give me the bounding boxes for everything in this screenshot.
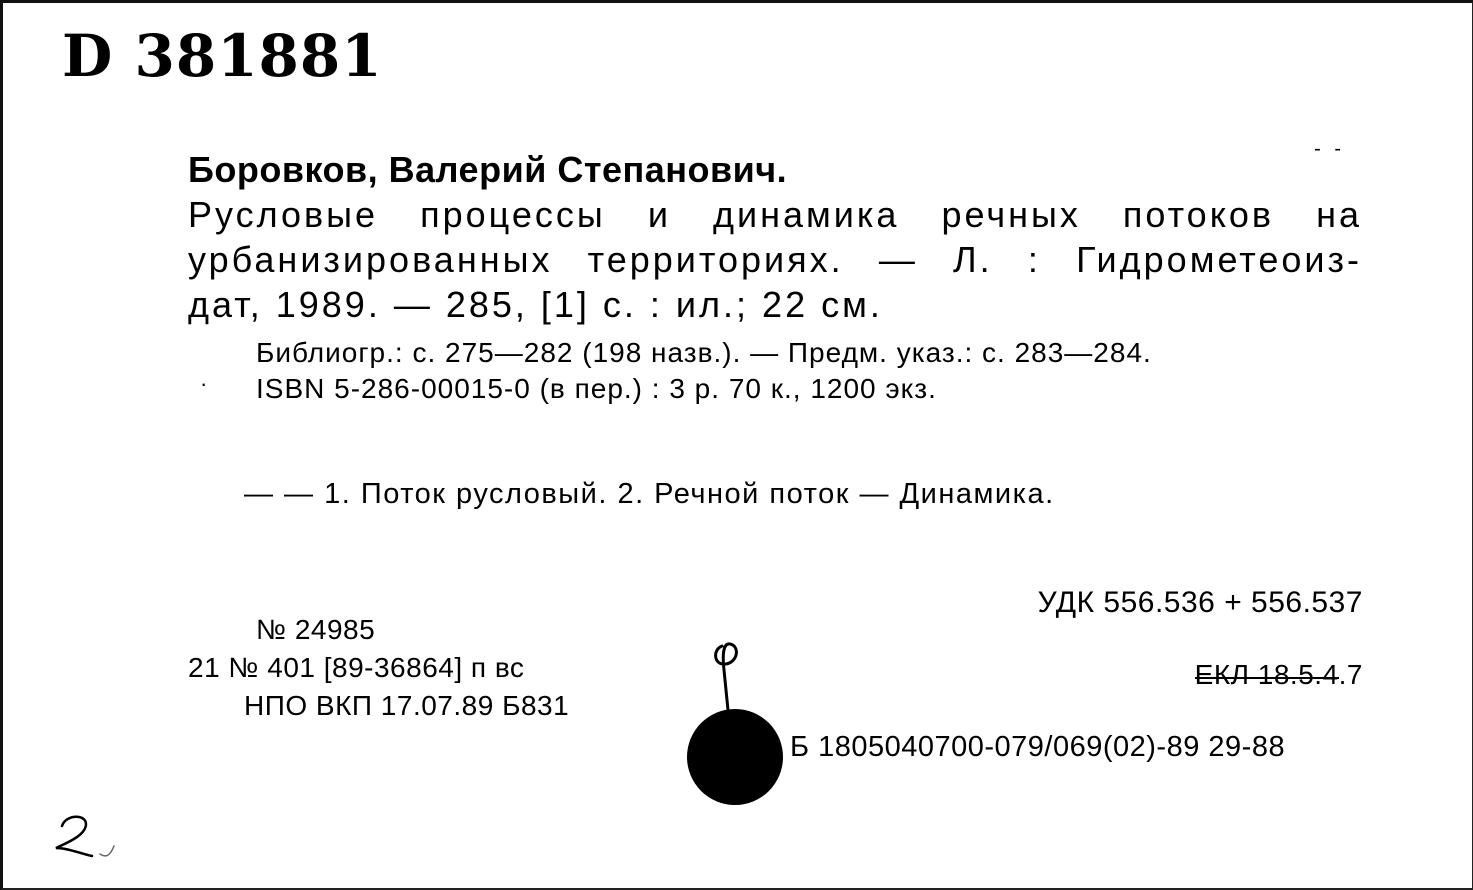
title-word: и	[647, 194, 671, 235]
notes-block	[256, 335, 1152, 407]
handwritten-phi-mark	[708, 640, 748, 712]
author-name: Боровков, Валерий Степанович.	[188, 149, 788, 190]
title-word: речных	[941, 194, 1081, 235]
bibliography-note: Библиогр.: с. 275—282 (198 назв.). — Предм. указ.: с. 283—284.	[256, 337, 1152, 368]
title-line-3: дат, 1989. — 285, [1] с. : ил.; 22 см.	[188, 284, 883, 325]
ekl-struck-prefix: ЕКЛ 18.5.4	[1194, 659, 1339, 690]
title-word: Гидрометеоиз-	[1076, 239, 1362, 280]
title-word: динамика	[712, 194, 900, 235]
bullet-mark: ·	[200, 371, 208, 396]
handwritten-number-mark	[52, 808, 122, 870]
title-statement	[188, 192, 1362, 327]
title-word: :	[1027, 239, 1041, 280]
title-word: Л.	[953, 239, 993, 280]
dash-dots-mark: - -	[1314, 138, 1345, 160]
isbn-note: ISBN 5-286-00015-0 (в пер.) : 3 р. 70 к., 1200 экз.	[256, 373, 937, 404]
order-line: 21 № 401 [89-36864] п вс	[188, 652, 525, 683]
title-word: потоков	[1122, 194, 1275, 235]
udk-code: УДК 556.536 + 556.537	[1037, 586, 1363, 619]
title-line-2	[188, 237, 1362, 282]
title-word: Русловые	[188, 194, 379, 235]
title-word: на	[1316, 194, 1362, 235]
ekl-code	[1195, 659, 1363, 691]
punched-dot	[687, 709, 783, 805]
title-word: процессы	[420, 194, 606, 235]
publisher-code: Б 1805040700-079/069(02)-89 29-88	[790, 731, 1286, 763]
ekl-suffix: .7	[1338, 659, 1363, 690]
title-word: территориях.	[587, 239, 844, 280]
accession-number: № 24985	[256, 614, 376, 645]
npo-line: НПО ВКП 17.07.89 Б831	[244, 690, 570, 721]
title-line-1	[188, 192, 1362, 237]
title-word: урбанизированных	[188, 239, 553, 280]
title-word: —	[878, 239, 918, 280]
call-number: D 381881	[62, 22, 383, 90]
subject-headings: — — 1. Поток русловый. 2. Речной поток — Динамика.	[244, 478, 1055, 510]
